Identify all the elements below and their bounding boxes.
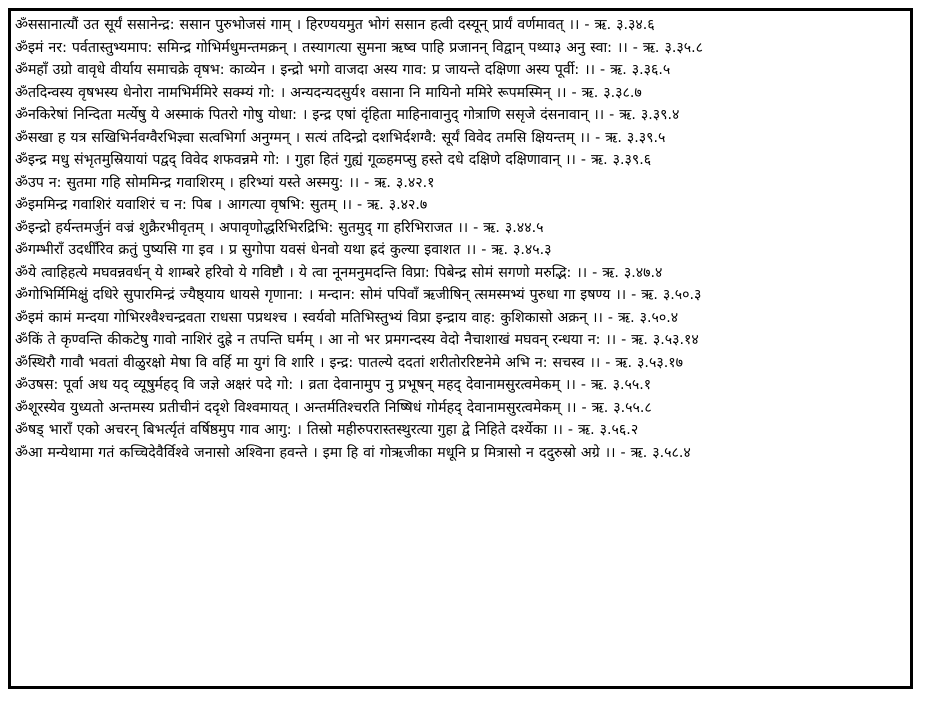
verse-line: ॐसखा ह यत्र सखिभिर्नवग्वैरभिज्ञ्वा सत्वभिर्गा अनुग्मन् । सत्यं तदिन्द्रो दशभिर्दशग्वै: सूर्यं विवेद तमसि क्षियन्तम् ।। - ऋ. ३.३९.५: [15, 129, 666, 146]
text-frame: [8, 8, 913, 689]
verse-line: ॐये त्वाहिहत्ये मघवन्नवर्धन् ये शाम्बरे हरिवो ये गविष्टौ । ये त्वा नूनमनुमदन्ति विप्रा: पिबेन्द्र सोमं सगणो मरुद्भि: ।। - ऋ. ३.४७.४: [15, 264, 663, 281]
verse-line: ॐइन्द्र मधु संभृतमुस्रियायां पद्वद् विवेद शफवन्नमे गो: । गुहा हितं गुह्यं गूळ्हमप्सु हस्ते दधे दक्षिणे दक्षिणावान् ।। - ऋ. ३.३९.६: [15, 152, 652, 168]
verse-line: ॐइमं कामं मन्दया गोभिरश्वैश्चन्द्रवता राधसा पप्रथश्च । स्वर्यवो मतिभिस्तुभ्यं विप्रा इन्द्राय वाह: कुशिकासो अक्रन् ।। - ऋ. ३.५०.४: [15, 309, 679, 326]
verse-line: ॐस्थिरौ गावौ भवतां वीळुरक्षो मेषा वि वर्हि मा युगं वि शारि । इन्द्र: पातल्ये ददतां शरीतोररिष्टनेमे अभि न: सचस्व ।। - ऋ. ३.५३.१७: [15, 354, 683, 371]
verse-line: ॐआ मन्येथामा गतं कच्चिदेवैर्विश्वे जनासो अश्विना हवन्ते । इमा हि वां गोऋजीका मधूनि प्र मित्रासो न ददुरुस्रो अग्रे ।। - ऋ. ३.५८.४: [15, 444, 691, 461]
verse-line: ॐमहाँ उग्रो वावृधे वीर्याय समाचक्रे वृषभ: काव्येन । इन्द्रो भगो वाजदा अस्य गाव: प्र जायन्ते दक्षिणा अस्य पूर्वी: ।। - ऋ. ३.३६.५: [15, 62, 671, 78]
verse-line: ॐइममिन्द्र गवाशिरं यवाशिरं च न: पिब । आगत्या वृषभि: सुतम् ।। - ऋ. ३.४२.७: [15, 197, 428, 213]
verse-line: ॐशूरस्येव युध्यतो अन्तमस्य प्रतीचीनं ददृशे विश्वमायत् । अन्तर्मतिश्चरति निष्षिधं गोर्महद् देवानामसुरत्वमेकम् ।। - ऋ. ३.५५.८: [15, 399, 652, 416]
verse-line: ॐकिं ते कृण्वन्ति कीकटेषु गावो नाशिरं दुह्रे न तपन्ति घर्मम् । आ नो भर प्रमगन्दस्य वेदो नैचाशाखं मघवन् रन्धया न: ।। - ऋ. ३.५३.१४: [15, 332, 699, 348]
verse-list: [15, 14, 906, 464]
verse-line: ॐउप न: सुतमा गहि सोममिन्द्र गवाशिरम् । हरिभ्यां यस्ते अस्मयु: ।। - ऋ. ३.४२.१: [15, 174, 435, 191]
verse-line: ॐससानात्यौं उत सूर्यं ससानेन्द्र: ससान पुरुभोजसं गाम् । हिरण्ययमुत भोगं ससान हत्वी दस्यून् प्रार्यं वर्णमावत् ।। - ऋ. ३.३४.६: [15, 17, 655, 33]
verse-line: ॐतदिन्वस्य वृषभस्य धेनोरा नामभिर्ममिरे सक्म्यं गो: । अन्यदन्यदसुर्य१ वसाना नि मायिनो ममिरे रूपमस्मिन् ।। - ऋ. ३.३८.७: [15, 84, 642, 101]
verse-line: ॐउषस: पूर्वा अध यद् व्यूषुर्महद् वि जज्ञे अक्षरं पदे गो: । व्रता देवानामुप नु प्रभूषन् महद् देवानामसुरत्वमेकम् ।। - ऋ. ३.५५.१: [15, 377, 652, 393]
verse-line: ॐगम्भीराँ उदधीँरिव क्रतुं पुष्यसि गा इव । प्र सुगोपा यवसं धेनवो यथा ह्रदं कुल्या इवाशत ।। - ऋ. ३.४५.३: [15, 242, 552, 258]
verse-line: ॐइमं नर: पर्वतास्तुभ्यमाप: समिन्द्र गोभिर्मधुमन्तमक्रन् । तस्यागत्या सुमना ऋष्व पाहि प्रजानन् विद्वान् पथ्या३ अनु स्वा: ।। - ऋ. ३.३५.८: [15, 39, 703, 56]
verse-line: ॐइन्द्रो हर्यन्तमर्जुनं वज्रं शुक्रैरभीवृतम् । अपावृणोद्धरिभिरद्रिभि: सुतमुद् गा हरिभिराजत ।। - ऋ. ३.४४.५: [15, 219, 544, 236]
verse-line: ॐनकिरेषां निन्दिता मर्त्येषु ये अस्माकं पितरो गोषु योधा: । इन्द्र एषां दृंहिता माहिनावानुद् गोत्राणि ससृजे दंसनावान् ।। - ऋ. ३.३९.४: [15, 107, 680, 123]
verse-line: ॐगोभिर्मिमिक्षुं दधिरे सुपारमिन्द्रं ज्यैष्ठ्याय धायसे गृणाना: । मन्दान: सोमं पपिवाँ ऋजीषिन् त्समस्मभ्यं पुरुधा गा इषण्य ।। - ऋ. ३.५०.३: [15, 287, 702, 303]
verse-line: ॐषड् भाराँ एको अचरन् बिभर्त्यृतं वर्षिष्ठमुप गाव आगु: । तिस्रो महीरुपरास्तस्थुरत्या गुहा द्वे निहिते दर्श्येका ।। - ऋ. ३.५६.२: [15, 422, 639, 438]
